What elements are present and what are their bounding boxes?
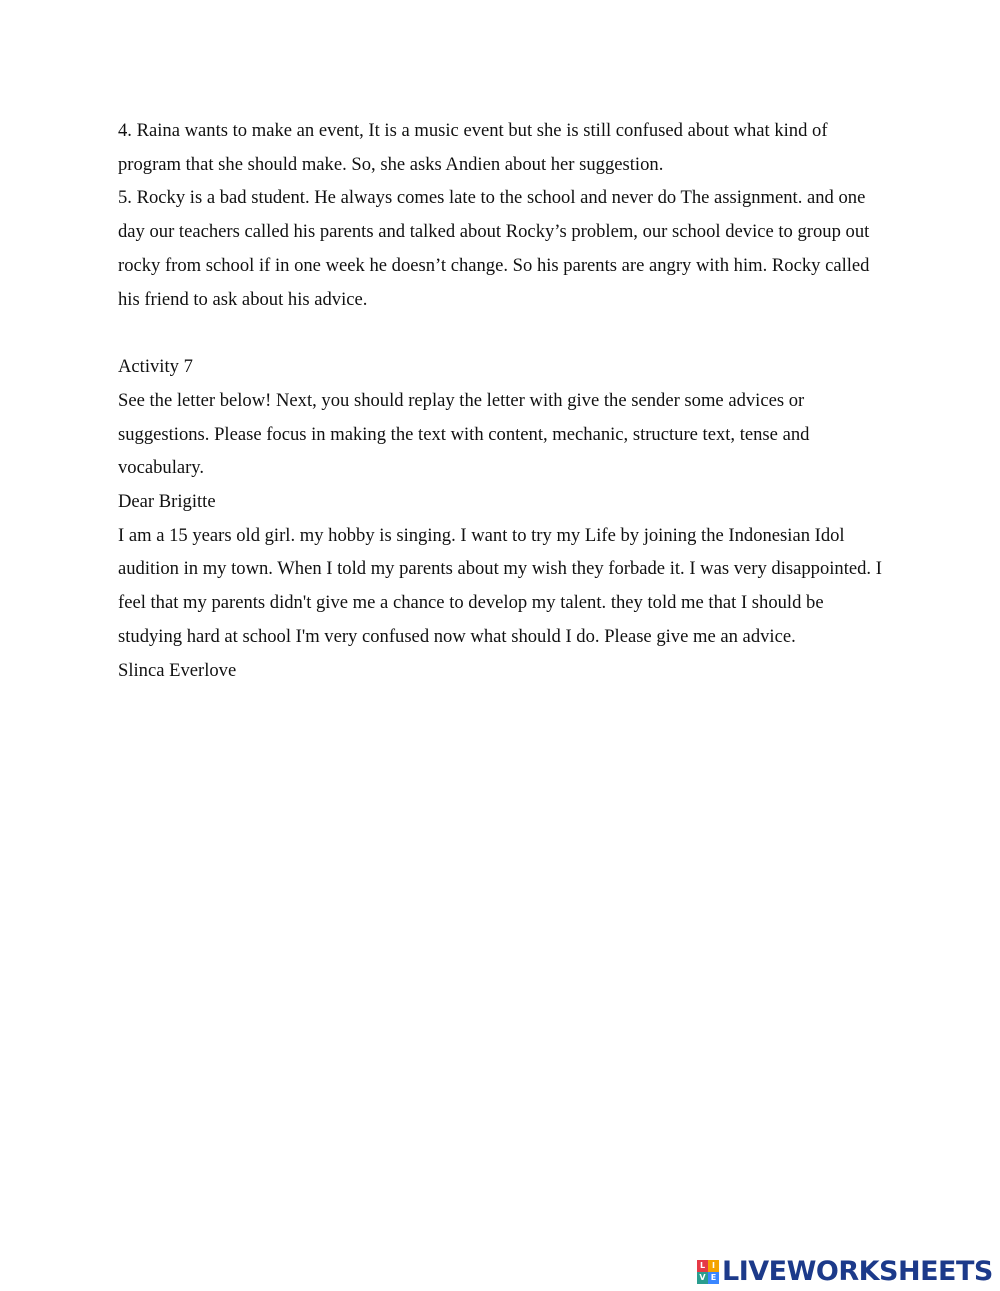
letter-signature: Slinca Everlove xyxy=(118,659,237,681)
logo-text: LIVEWORKSHEETS xyxy=(722,1256,993,1287)
letter-body: I am a 15 years old girl. my hobby is singing. I want to try my Life by joining the Indonesian Idol audition in my town. When I told my parents about my wish they forbade it. I was very disappointed. I feel that my parents didn't give me a chance to develop my talent. they told me that I should be studying hard at school I'm very confused now what should I do. Please give me an advice. xyxy=(118,524,882,647)
logo-mark-icon xyxy=(697,1260,719,1284)
liveworksheets-logo xyxy=(697,1254,993,1290)
worksheet-text xyxy=(118,114,888,687)
exercise-item-4: 4. Raina wants to make an event, It is a music event but she is still confused about what kind of program that she should make. So, she asks Andien about her suggestion. xyxy=(118,120,828,175)
exercise-item-5: 5. Rocky is a bad student. He always comes late to the school and never do The assignment. and one day our teachers called his parents and talked about Rocky’s problem, our school device to group out rocky from school if in one week he doesn’t change. So his parents are angry with him. Rocky called his friend to ask about his advice. xyxy=(118,187,870,310)
activity-instructions: See the letter below! Next, you should replay the letter with give the sender some advices or suggestions. Please focus in making the text with content, mechanic, structure text, tense and vocabulary. xyxy=(118,389,810,479)
spacer xyxy=(118,316,888,350)
logo-mark-letter: V xyxy=(697,1272,708,1284)
logo-mark-letter: L xyxy=(697,1260,708,1272)
logo-mark-letter: I xyxy=(708,1260,719,1272)
logo-mark-letter: E xyxy=(708,1272,719,1284)
letter-salutation: Dear Brigitte xyxy=(118,491,216,513)
activity-title: Activity 7 xyxy=(118,356,193,378)
